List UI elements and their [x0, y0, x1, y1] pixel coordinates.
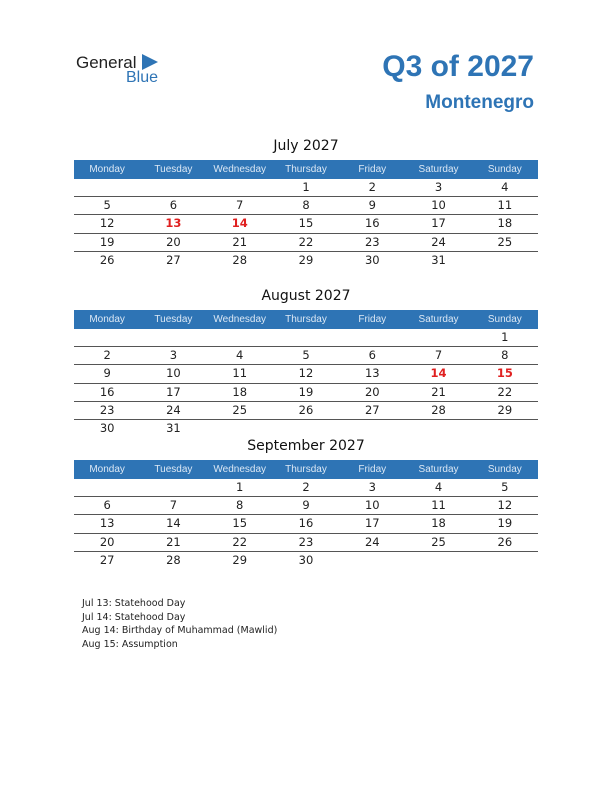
day-cell [74, 179, 140, 196]
day-cell [140, 329, 206, 346]
day-cell: 7 [434, 348, 443, 363]
day-cell: 18 [232, 384, 248, 399]
holiday-note: Aug 14: Birthday of Muhammad (Mawlid) [82, 625, 278, 636]
day-cell: 12 [99, 216, 115, 231]
day-cell: 23 [99, 402, 115, 417]
day-cell: 8 [302, 198, 310, 213]
day-cell: 3 [169, 348, 178, 363]
week-row [74, 234, 538, 252]
day-cell: 23 [364, 234, 380, 249]
day-cell: 5 [501, 480, 509, 494]
day-cell: 17 [364, 516, 380, 531]
day-cell: 22 [497, 384, 513, 399]
weekday-header-cell: Thursday [285, 464, 327, 475]
day-cell: 16 [99, 384, 115, 399]
day-cell: 4 [434, 480, 443, 494]
day-cell: 15 [298, 216, 314, 231]
day-cell [472, 252, 538, 269]
day-cell: 10 [431, 198, 446, 213]
weekday-header-row [74, 160, 538, 179]
day-cell: 29 [232, 552, 248, 567]
day-cell: 26 [298, 402, 314, 417]
weekday-header-cell: Sunday [487, 314, 522, 325]
day-cell: 12 [298, 366, 314, 381]
week-row [74, 479, 538, 497]
day-cell: 23 [298, 534, 314, 549]
day-cell: 30 [298, 552, 314, 567]
week-row [74, 420, 538, 437]
holiday-day-cell: 14 [231, 216, 248, 231]
generalblue-logo [76, 52, 176, 88]
day-cell: 26 [99, 252, 115, 267]
weekday-header-cell: Monday [89, 164, 125, 175]
month-calendar-september [74, 437, 538, 569]
week-row [74, 215, 538, 233]
day-cell: 19 [497, 516, 513, 531]
holiday-day-cell: 15 [496, 366, 513, 381]
day-cell: 4 [236, 348, 244, 363]
weekday-header-cell: Friday [358, 314, 387, 325]
day-cell: 14 [166, 516, 181, 531]
day-cell: 15 [232, 516, 248, 531]
day-cell: 10 [166, 366, 181, 381]
week-row [74, 197, 538, 215]
day-cell: 7 [169, 498, 178, 513]
day-cell: 20 [364, 384, 380, 399]
day-cell: 21 [232, 234, 248, 249]
weekday-header-cell: Monday [89, 464, 125, 475]
day-cell [339, 420, 405, 437]
day-cell [405, 420, 471, 437]
weekday-header-cell: Sunday [487, 464, 522, 475]
day-cell [472, 420, 538, 437]
day-cell: 28 [166, 552, 181, 567]
day-cell: 24 [166, 402, 181, 417]
day-cell: 5 [103, 198, 111, 213]
weekday-header-cell: Tuesday [154, 314, 193, 325]
month-title: July 2027 [273, 138, 339, 154]
week-row [74, 515, 538, 533]
week-row [74, 384, 538, 402]
day-cell: 9 [103, 366, 111, 381]
day-cell: 28 [431, 402, 446, 417]
day-cell [472, 552, 538, 569]
week-row [74, 552, 538, 569]
holiday-notes [82, 597, 277, 651]
day-cell: 2 [103, 348, 111, 363]
day-cell: 29 [497, 402, 513, 417]
holiday-day-cell: 14 [430, 366, 447, 381]
day-cell: 25 [497, 234, 513, 249]
day-cell: 11 [497, 198, 513, 213]
day-cell: 3 [434, 180, 443, 194]
week-row [74, 402, 538, 420]
day-cell: 1 [501, 330, 509, 344]
day-cell [405, 552, 471, 569]
day-cell: 16 [298, 516, 314, 531]
week-row [74, 329, 538, 347]
weekday-header-cell: Monday [89, 314, 125, 325]
day-cell [207, 179, 273, 196]
day-cell: 29 [298, 252, 314, 267]
week-row [74, 365, 538, 383]
week-row [74, 179, 538, 197]
logo-word-blue: Blue [126, 69, 159, 86]
day-cell: 17 [431, 216, 446, 231]
day-cell: 9 [302, 498, 310, 513]
day-cell: 12 [497, 498, 513, 513]
day-cell: 25 [431, 534, 446, 549]
day-cell: 5 [302, 348, 310, 363]
weekday-header-row [74, 460, 538, 479]
day-cell: 3 [368, 480, 376, 494]
week-row [74, 252, 538, 269]
day-cell [140, 479, 206, 496]
quarter-title: Q3 of 2027 [382, 50, 534, 83]
day-cell: 21 [431, 384, 446, 399]
weekday-header-cell: Friday [358, 164, 387, 175]
day-cell [273, 420, 339, 437]
weekday-header-cell: Wednesday [213, 314, 267, 325]
weekday-header-cell: Wednesday [213, 164, 267, 175]
week-row [74, 497, 538, 515]
day-cell: 8 [236, 498, 244, 513]
day-cell: 10 [364, 498, 380, 513]
day-cell: 20 [166, 234, 181, 249]
day-cell: 16 [364, 216, 380, 231]
day-cell [339, 552, 405, 569]
holiday-note: Jul 13: Statehood Day [82, 598, 186, 609]
holiday-note: Jul 14: Statehood Day [82, 611, 186, 623]
day-cell: 1 [236, 480, 244, 494]
weekday-header-row [74, 310, 538, 329]
day-cell: 7 [236, 198, 244, 213]
country-name: Montenegro [425, 92, 534, 113]
day-cell: 27 [364, 402, 380, 417]
day-cell: 6 [368, 348, 376, 363]
day-cell: 21 [166, 534, 181, 549]
holiday-note: Aug 15: Assumption [82, 638, 178, 650]
day-cell: 31 [166, 420, 181, 435]
day-cell: 17 [166, 384, 181, 399]
day-cell: 11 [431, 498, 446, 513]
day-cell [339, 329, 405, 346]
logo-word-general: General [76, 53, 137, 72]
day-cell [140, 179, 206, 196]
day-cell [74, 479, 140, 496]
weekday-header-cell: Saturday [418, 164, 459, 175]
day-cell: 30 [99, 420, 115, 435]
month-calendar-july [74, 137, 538, 269]
weekday-header-cell: Saturday [418, 464, 459, 475]
day-cell: 6 [169, 198, 178, 213]
weekday-header-cell: Wednesday [213, 464, 267, 475]
day-cell [74, 329, 140, 346]
week-row [74, 347, 538, 365]
day-cell: 25 [232, 402, 248, 417]
day-cell: 6 [103, 498, 111, 513]
day-cell: 26 [497, 534, 513, 549]
week-row [74, 534, 538, 552]
weekday-header-cell: Sunday [487, 164, 522, 175]
day-cell [207, 329, 273, 346]
day-cell: 18 [431, 516, 446, 531]
day-cell: 20 [99, 534, 115, 549]
day-cell: 19 [298, 384, 314, 399]
weekday-header-cell: Tuesday [154, 464, 193, 475]
day-cell: 30 [364, 252, 380, 267]
day-cell: 18 [497, 216, 513, 231]
day-cell: 22 [232, 534, 248, 549]
day-cell: 8 [501, 348, 509, 363]
day-cell: 24 [431, 234, 446, 249]
month-title: September 2027 [247, 438, 365, 454]
weekday-header-cell: Friday [358, 464, 387, 475]
month-title: August 2027 [261, 288, 351, 304]
day-cell: 13 [364, 366, 380, 381]
day-cell: 24 [364, 534, 380, 549]
month-calendar-august [74, 287, 538, 437]
day-cell [207, 420, 273, 437]
day-cell: 2 [302, 480, 310, 494]
day-cell [273, 329, 339, 346]
day-cell: 19 [99, 234, 115, 249]
day-cell: 1 [302, 180, 310, 194]
day-cell: 22 [298, 234, 314, 249]
day-cell: 27 [166, 252, 181, 267]
day-cell: 11 [232, 366, 248, 381]
weekday-header-cell: Thursday [285, 164, 327, 175]
day-cell: 31 [431, 252, 446, 267]
day-cell: 28 [232, 252, 248, 267]
day-cell [405, 329, 471, 346]
day-cell: 13 [99, 516, 115, 531]
day-cell: 2 [368, 180, 376, 194]
day-cell: 9 [368, 198, 376, 213]
weekday-header-cell: Saturday [418, 314, 459, 325]
day-cell: 27 [99, 552, 115, 567]
day-cell: 4 [501, 180, 509, 194]
holiday-day-cell: 13 [165, 216, 182, 231]
weekday-header-cell: Thursday [285, 314, 327, 325]
weekday-header-cell: Tuesday [154, 164, 193, 175]
logo-flag-icon [142, 54, 158, 70]
